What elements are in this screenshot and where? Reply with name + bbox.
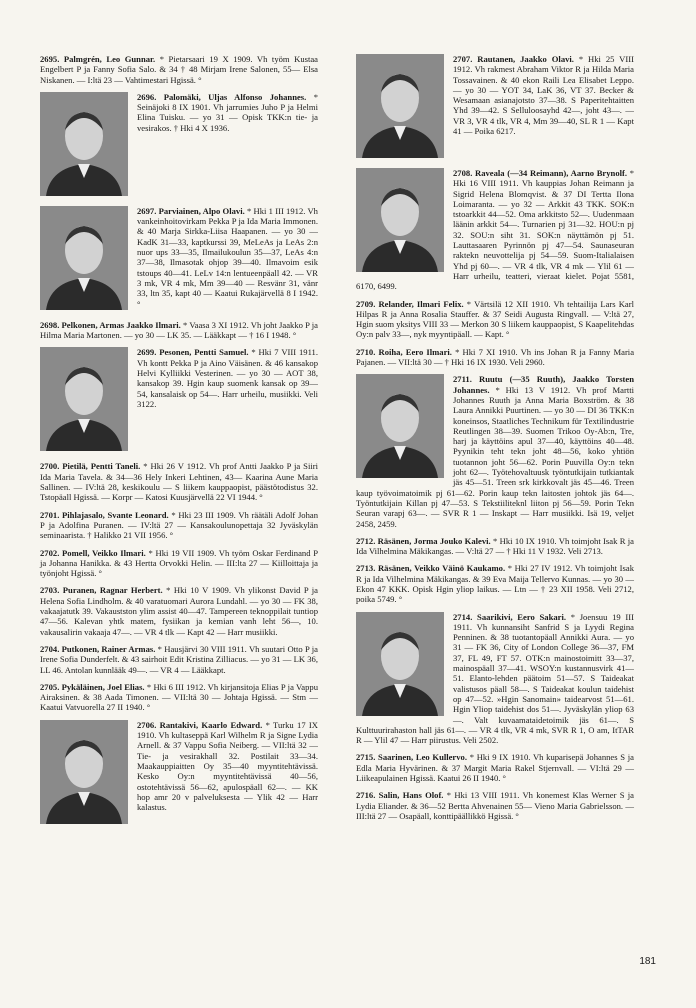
entry-body: * Hki 25 VIII 1912. Vh rakmest Abraham Viktor R ja Hilda Maria Tossavainen. & 40 ekon Raili Lea Elisabet Leppo. — yo 30 — YOT 34, LaK 36, VT 37. Becker & Wesamaan asianajotsto 37—38. S Paperitehtaitten Yhd 39—42. S Selluloosayhd 42—, joht 43—. — VR 3, VR 4 tlk, VR 4, Mm 39—40, SL R 1 — Kapt 41 — Poika 6217. <box>453 54 634 137</box>
biography-entry <box>356 790 634 821</box>
biography-entry <box>40 548 318 579</box>
portrait-saarikivi <box>356 612 444 716</box>
entry-body: * Hki 13 V 1912. Vh prof Martti Johannes Ruuth ja Anna Maria Boxström. & 38 Laura Annikki Puurtinen. — yo 30 — DI 36 TKK:n koneinsos, Staatliches Technikum für Textilindustrie Reutlingen 38—39. Suomen Trikoo Oy-Ab:n, Tre, harj ja käyttöins apul 37—40, käyttöins 40—48. Pyynikin teht tekn joht 48—56, koko yhtiön tuotannon joht 56—62. Porin Puuvilla Oy:n tekn joht 62—. Työtehovaltuusk työntutkijain tutkiantak jäs 45—51. Treen srk kirkkovalt jäs 45—46. Treen kaup työvoimatoimik pj 61—62. Porin kaup tekn laitosten johtok jäs 64—. Työntutkijain Killan pj 47—53. S Tekstiiliteknl liiton pj 56—59. Porin Tekn Seuran varapj 63—. — SVR R 1 — Inskapt — Harr musiikki. Isä 19, veljet 2458, 2459. <box>356 384 634 529</box>
entry-body: * Hki 16 VIII 1911. Vh kauppias Johan Reimann ja Sigrid Helena Blomqvist. & 37 DI Tertta Ilona Loimaranta. — yo 32 — Arkkit 43 TKK. SOK:n tstoarkkit 44—52. Oma arkkitsto 52—. Uudenmaan läänin arkkit 54—. Turnarien pj 31—32. HOU:n pj 32. SOU:n siht 31. SOK:n näyttämön pj 51. Lauttasaaren Pyrinnön pj 47—54. Saunaseuran raktekn neuvottelija pj 54—59. Suom-Italialaisen Yhd pj 60—. — VR 4 tlk, VR 4 mk — Ylil 61 — Harr urheilu, teatteri, vieraat kielet. Pojat 5581, 6170, 6499. <box>356 168 634 292</box>
entry-text <box>356 752 634 783</box>
portrait-parviainen <box>40 206 128 310</box>
portrait-rautanen <box>356 54 444 158</box>
entry-body: * Seinäjoki 8 IX 1901. Vh jarrumies Juho P ja Helmi Elina Tuisku. — yo 31 — Opisk TKK:n tie- ja vesirakos. † Hki 4 X 1936. <box>137 91 318 133</box>
entry-body: * Hki 26 V 1912. Vh prof Antti Jaakko P ja Siiri Ida Maria Tavela. & 34—36 Hely Inkeri Lehtinen, 43— Kaarina Aune Maria Sallinen. — IV:ltä 28, keskikoulu — S liikem kauppaopist, päästötodistus 32. Tstopäall Hgissä. — Korpr — Katosi Kuusjärvellä 22 VI 1944. ° <box>40 461 318 503</box>
entry-text <box>40 54 318 85</box>
entry-body: * Hki 6 III 1912. Vh kirjansitoja Elias P ja Vappu Airaksinen. & 38 Aada Timonen. — VII:ltä 30 — Johtaja Hgissä. — Stm — Kaatui Vatvuorella 27 II 1940. ° <box>40 681 318 713</box>
entry-text <box>356 790 634 821</box>
entry-body: * Joensuu 19 III 1911. Vh kunnansiht Sanfrid S ja Lyydi Regina Penninen. & 38 tuotantopäall Annikki Aura. — yo 31 — FK 36, City of London College 36—37, FM 37, FL 49, FT 57. OTK:n mainostoimitt 33—37, mainospäall 37—41. WSOY:n kustannusvirk 41—51. Elanto-lehden päätoim 51—57. S Taideakat valistusos päall 58—. S Taideakat koulun taidehist op 47—52. »Hgin Sanomain» taidearvost 51—61. Hgin Yliop taidehist dos 51—. Jyväskylän yliop 63—. Valt kuvaamataidetoimik jäs 61—. S Kulttuurirahaston hall jäs 61—. — VR 4 tlk, VR 4 mk, SVR R 1, O am, ItTAR R — Ylil 47 — Harr piirustus. Veli 2502. <box>356 611 634 746</box>
entry-body: * Hausjärvi 30 VIII 1911. Vh suutari Otto P ja Irene Sofia Dunderfelt. & 43 sairhoit Edit Kristina Zilliacus. — yo 31 — LK 36, LL 46. Antolan kunnlääk 49—. — VR 4 — Lääkkapt. <box>40 643 318 675</box>
page-number: 181 <box>639 956 656 967</box>
biography-entry <box>40 585 318 636</box>
entry-body: * Pietarsaari 19 X 1909. Vh työm Kustaa Engelbert P ja Fanny Sofia Salo. & 34 † 48 Mirjam Irene Salonen, 55— Elsa Niskanen. — I:ltä 23 — Vahtimestari Hgissä. ° <box>40 54 318 85</box>
entry-title: 2713. Räsänen, Veikko Väinö Kaukamo. <box>356 563 506 574</box>
entry-text <box>356 347 634 368</box>
biography-entry <box>40 682 318 713</box>
biography-entry <box>40 510 318 541</box>
entry-title: 2698. Pelkonen, Armas Jaakko Ilmari. <box>40 319 181 330</box>
entry-body: * Hki 1 III 1912. Vh vankeinhoitovirkam Pekka P ja Ida Maria Immonen. & 40 Marja Sirkka-Liisa Haapanen. — yo 30 — KadK 31—33, kaptkurssi 39, MeLeAs ja LeAs 2:n nuor ups 33—35, Ilmailukoulun 35—37, LeAs 4:n 37—38, Ilmasotak ohjop 39—40. Ilmavoim esik tstoups 40—41. LeLv 14:n lentueenpäall 42. — VR 3 mk, VR 4 mk, Mm 39—40 — Resvänr 31, vänr 33, ltn 35, kapt 40 — Kaatui Rukajärvellä 8 I 1942. ° <box>137 205 318 309</box>
entry-title: 2710. Roiha, Eero Ilmari. <box>356 346 452 357</box>
entry-text <box>40 585 318 636</box>
entry-title: 2709. Relander, Ilmari Felix. <box>356 298 464 309</box>
entry-body: * Hki 19 VII 1909. Vh työm Oskar Ferdinand P ja Johanna Hanikka. & 43 Hertta Orvokki Helin. — III:lta 27 — Kiilloittaja ja työnjoht Hgissä. ° <box>40 547 318 579</box>
portrait-pesonen <box>40 347 128 451</box>
entry-text <box>40 644 318 675</box>
biography-entry <box>356 168 634 292</box>
entry-text <box>356 563 634 604</box>
entry-body: * Vaasa 3 XI 1912. Vh joht Jaakko P ja Hilma Maria Martonen. — yo 30 — LK 35. — Lääkkapt — † 16 I 1948. ° <box>40 319 318 341</box>
entry-title: 2700. Pietilä, Pentti Taneli. <box>40 461 141 472</box>
biography-entry <box>356 536 634 557</box>
biography-entry <box>356 752 634 783</box>
portrait-rantakivi <box>40 720 128 824</box>
entry-title: 2711. Ruutu (—35 Ruuth), Jaakko Torsten Johannes. <box>453 374 634 395</box>
entry-body: * Hki 23 III 1909. Vh räätäli Adolf Johan P ja Adolfina Puranen. — IV:ltä 27 — Kansakoulunopettaja 32 Jyväskylän seminaarista. † Halikko 21 VII 1956. ° <box>40 509 318 541</box>
entry-title: 2705. Pykäläinen, Joel Elias. <box>40 681 145 692</box>
biography-entry <box>40 320 318 341</box>
entry-body: * Hki 9 IX 1910. Vh kuparisepä Johannes S ja Edla Maria Hyvärinen. & 37 Margit Maria Rakel Stjernvall. — VI:ltä 29 — Liikeapulainen Hgissä. Kaatui 26 II 1940. ° <box>356 752 634 784</box>
portrait-palomaki <box>40 92 128 196</box>
entry-text <box>356 536 634 557</box>
entry-title: 2712. Räsänen, Jorma Jouko Kalevi. <box>356 535 491 546</box>
entry-title: 2714. Saarikivi, Eero Sakari. <box>453 611 567 622</box>
entry-title: 2715. Saarinen, Leo Kullervo. <box>356 752 467 763</box>
entry-title: 2708. Raveala (—34 Reimann), Aarno Brynolf. <box>453 168 628 178</box>
biography-entry <box>356 563 634 604</box>
entry-body: * Hki 7 VIII 1911. Vh kontt Pekka P ja Aino Väisänen. & 46 kansakop Helvi Kylliikki Vesterinen. — yo 30 — AOT 38, kansakop 39. Hgin kaup suomenk kansak op 39—54, kansalaisk op 54—. Harr urheilu, musiikki. Veli 3122. <box>137 347 318 409</box>
biography-entry <box>40 347 318 454</box>
biography-entry <box>356 54 634 161</box>
biography-entry <box>40 461 318 502</box>
entry-title: 2702. Pomell, Veikko Ilmari. <box>40 547 146 558</box>
entry-title: 2695. Palmgrén, Leo Gunnar. <box>40 54 156 64</box>
biography-entry <box>356 374 634 528</box>
biography-entry <box>40 720 318 827</box>
entry-title: 2703. Puranen, Ragnar Herbert. <box>40 585 163 596</box>
entry-body: * Hki 7 XI 1910. Vh ins Johan R ja Fanny Maria Pajanen. — VII:ltä 30 — † Hki 16 IX 1930. Veli 2960. <box>356 346 635 368</box>
entry-title: 2716. Salin, Hans Olof. <box>356 790 444 801</box>
entry-body: * Hki 10 V 1909. Vh ylikonst David P ja Helena Sofia Lindholm. & 40 varatuomari Aurora Lundahl. — yo 30 — FK 38, vakaajatutk 39. Vakaustston ylim assist 40—47. Tampereen teknoppilait tuntiop 47—56. Kalevan yhtk matem, fysiikan ja kemian vanh leht 56—, 10. vakausalirin vakaaja 47—. — VR 4 tlk — Kapt 42 — Harr musiikki. <box>40 585 318 637</box>
biography-entry <box>356 347 634 368</box>
entry-text <box>40 510 318 541</box>
entry-title: 2706. Rantakivi, Kaarlo Edward. <box>137 719 263 730</box>
biography-entry <box>40 644 318 675</box>
entry-text <box>40 548 318 579</box>
entry-title: 2707. Rautanen, Jaakko Olavi. <box>453 54 574 64</box>
entry-title: 2701. Pihlajasalo, Svante Leonard. <box>40 509 169 520</box>
biography-entry <box>356 299 634 340</box>
right-column <box>356 54 634 828</box>
entry-title: 2696. Palomäki, Uljas Alfonso Johannes. <box>137 91 307 102</box>
biography-entry <box>356 612 634 746</box>
portrait-ruutu <box>356 374 444 478</box>
biography-entry <box>40 92 318 199</box>
entry-body: * Hki 13 VIII 1911. Vh konemest Klas Werner S ja Lydia Eliander. & 36—52 Bertta Ahvenainen 55— Vieno Maria Gabrielsson. — III:ltä 27 — Osapäall, konttipäällikkö Hgissä. ° <box>356 790 635 821</box>
portrait-raveala <box>356 168 444 272</box>
entry-title: 2699. Pesonen, Pentti Samuel. <box>137 347 249 358</box>
entry-body: * Turku 17 IX 1910. Vh kultaseppä Karl Wilhelm R ja Signe Lydia Arnell. & 37 Vappu Sofia Neiberg. — VII:ltä 32 — Tie- ja vesirakhall 32. Postilait 33—34. Maakauppiaitten Oy 35—40 myyntitehtävissä. Kesko Oy:n myyntitehtävissä 40—56, ostotehtävissä 56—62, apulospäall 62—. — KK hop amr 20 v palveluksesta — Ylik 42 — Harr kalastus. <box>137 719 318 813</box>
biography-entry <box>40 54 318 85</box>
entry-body: * Värtsilä 12 XII 1910. Vh tehtailija Lars Karl Hilpas R ja Anna Rosalia Stauffer. & 37 Seidi Augusta Ringvall. — V:ltä 27, Hgin suom yksitys VIII 33 — Merkon 30 S liikem kauppaopist, S Kaapelitehdas Oy:n palv 33—, nyk myyntipäall. — Kapt. ° <box>356 298 634 340</box>
entry-body: * Hki 27 IV 1912. Vh toimjoht Isak R ja Ida Vilhelmina Mäkikangas. & 39 Eva Maija Tellervo Kunnas. — yo 30 — Ekon 47 KKK. Opisk Hgin yliop laikus. — Ltn — † 23 XII 1958. Veli 2712, poika 5749. ° <box>356 563 634 605</box>
entry-title: 2697. Parviainen, Alpo Olavi. <box>137 205 245 216</box>
entry-body: * Hki 10 IX 1910. Vh toimjoht Isak R ja Ida Vilhelmina Mäkikangas. — V:ltä 27 — † Hki 11 V 1932. Veli 2713. <box>356 535 634 557</box>
biography-entry <box>40 206 318 313</box>
entry-text <box>40 682 318 713</box>
left-column <box>40 54 318 834</box>
entry-text <box>40 320 318 341</box>
entry-text <box>40 461 318 502</box>
entry-text <box>356 299 634 340</box>
entry-title: 2704. Putkonen, Rainer Armas. <box>40 643 156 654</box>
